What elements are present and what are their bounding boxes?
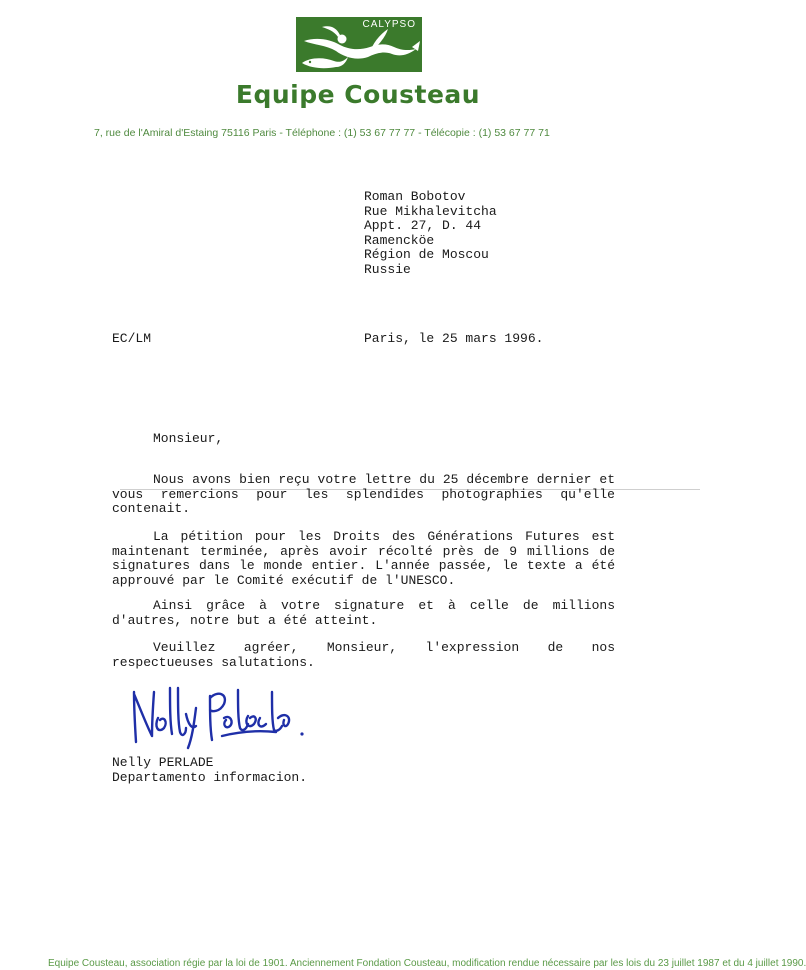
body-paragraph: Ainsi grâce à votre signature et à celle de millions d'autres, notre but a été atteint. [112,598,615,628]
logo-wordmark: CALYPSO [362,19,416,30]
organization-name: Equipe Cousteau [235,80,481,109]
recipient-line: Appt. 27, D. 44 [364,218,482,233]
recipient-line: Région de Moscou [364,247,489,262]
reference-code: EC/LM [112,331,152,346]
signer-block [112,756,307,785]
recipient-address [364,190,497,277]
body-paragraph: Nous avons bien reçu votre lettre du 25 décembre dernier et vous remercions pour les splendides photographies qu'elle contenait. [112,472,615,516]
recipient-line: Rue Mikhalevitcha [364,203,497,219]
signature-icon [126,678,316,750]
recipient-line: Roman Bobotov [364,189,466,204]
signer-name: Nelly PERLADE [112,755,214,770]
salutation: Monsieur, [153,431,224,446]
signer-department: Departamento informacion. [112,769,308,785]
recipient-line: Russie [364,261,411,277]
legal-footer: Equipe Cousteau, association régie par la loi de 1901. Anciennement Fondation Cousteau, modification rendue nécessaire par les lois du 23 juillet 1987 et du 4 juillet 1990. [48,958,806,969]
calypso-logo [296,17,422,72]
body-paragraph: La pétition pour les Droits des Générations Futures est maintenant terminée, après avoir récolté près de 9 millions de signatures dans le monde entier. L'année passée, le texte a été approuvé par le Comité exécutif de l'UNESCO. [112,529,615,588]
handwritten-signature [126,678,316,755]
recipient-line: Ramencköe [364,232,435,248]
body-paragraph: Veuillez agréer, Monsieur, l'expression de nos respectueuses salutations. [112,640,615,670]
organization-address: 7, rue de l'Amiral d'Estaing 75116 Paris - Téléphone : (1) 53 67 77 77 - Télécopie : (1) 53 67 77 71 [94,127,550,139]
letter-date: Paris, le 25 mars 1996. [364,331,544,346]
